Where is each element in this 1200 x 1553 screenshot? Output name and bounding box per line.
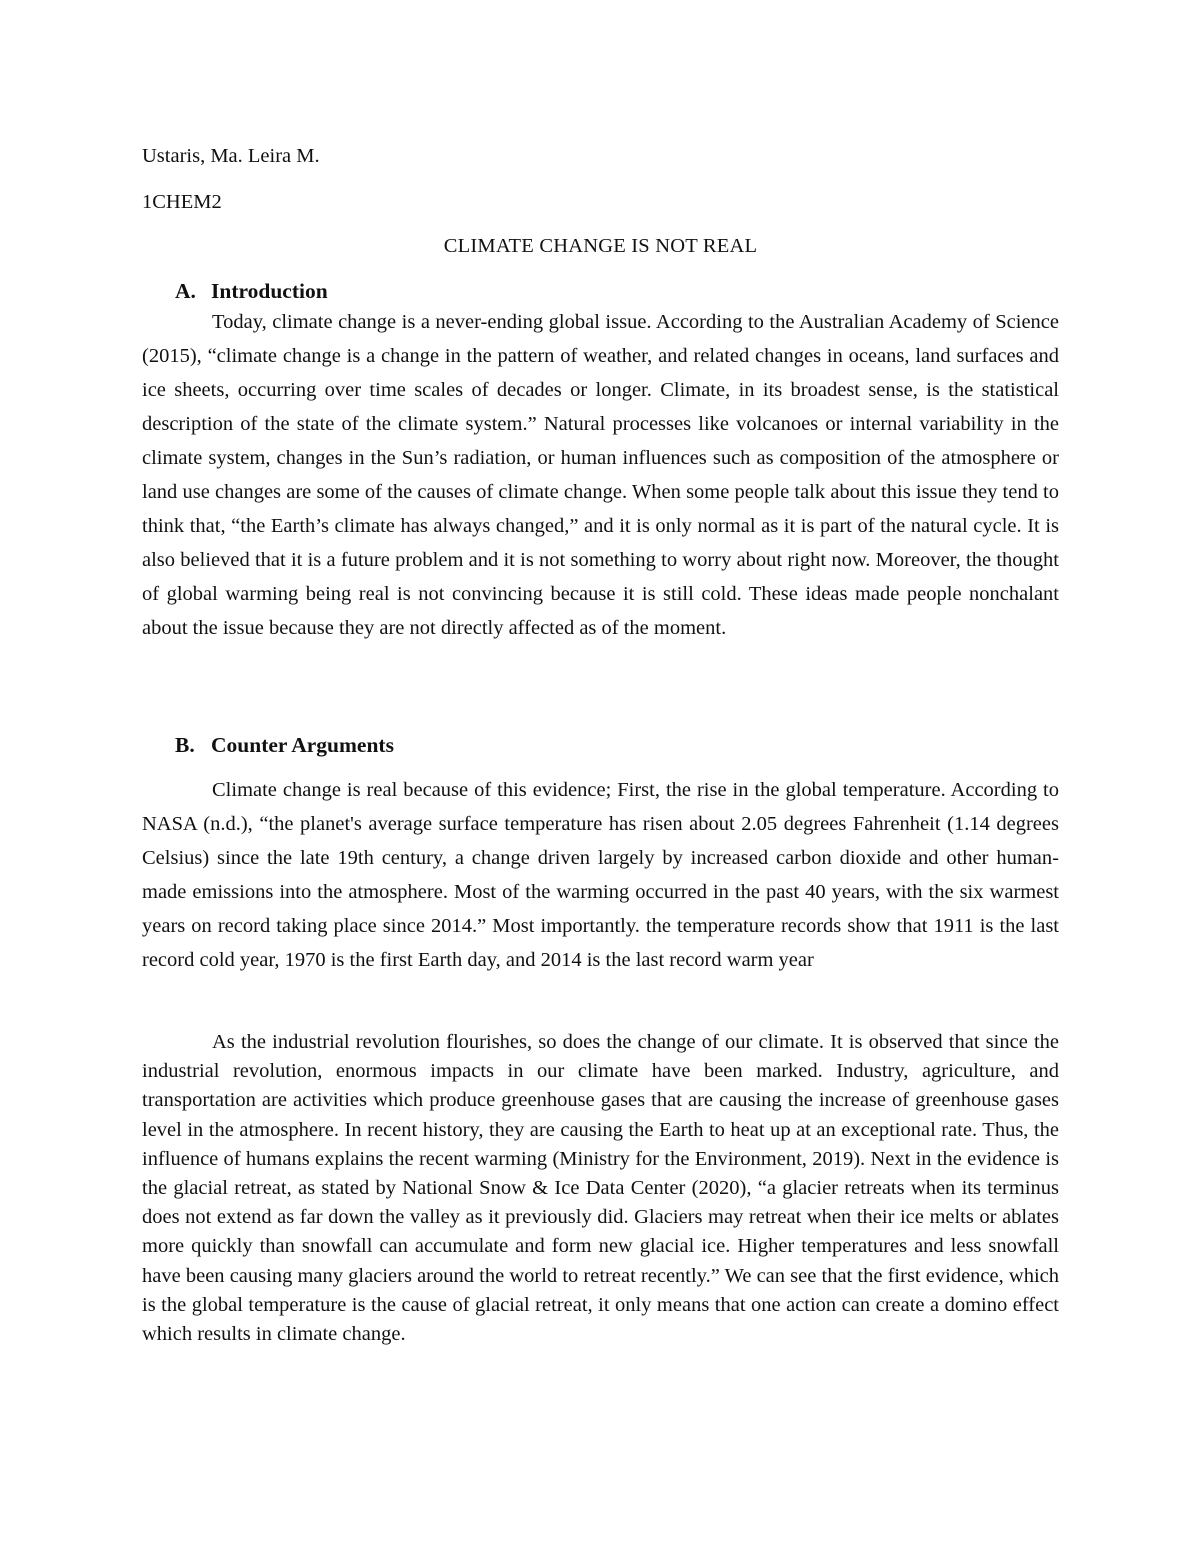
- counter-arguments-paragraph-2: As the industrial revolution flourishes, so does the change of our climate. It is observed that since the industrial revolution, enormous impacts in our climate have been marked. Industry, agriculture, and transportation are activities which produce greenhouse gases that are causing the increase of greenhouse gases level in the atmosphere. In recent history, they are causing the Earth to heat up at an exceptional rate. Thus, the influence of humans explains the recent warming (Ministry for the Environment, 2019). Next in the evidence is the glacial retreat, as stated by National Snow & Ice Data Center (2020), “a glacier retreats when its terminus does not extend as far down the valley as it previously did. Glaciers may retreat when their ice melts or ablates more quickly than snowfall can accumulate and form new glacial ice. Higher temperatures and less snowfall have been causing many glaciers around the world to retreat recently.” We can see that the first evidence, which is the global temperature is the cause of glacial retreat, it only means that one action can create a domino effect which results in climate change.: [142, 1031, 1059, 1346]
- document-title: CLIMATE CHANGE IS NOT REAL: [443, 235, 758, 257]
- introduction-paragraph: Today, climate change is a never-ending global issue. According to the Australian Academy of Science (2015), “climate change is a change in the pattern of weather, and related changes in oceans, land surfaces and ice sheets, occurring over time scales of decades or longer. Climate, in its broadest sense, is the statistical description of the state of the climate system.” Natural processes like volcanoes or internal variability in the climate system, changes in the Sun’s radiation, or human influences such as composition of the atmosphere or land use changes are some of the causes of climate change. When some people talk about this issue they tend to think that, “the Earth’s climate has always changed,” and it is only normal as it is part of the natural cycle. It is also believed that it is a future problem and it is not something to worry about right now. Moreover, the thought of global warming being real is not convincing because it is still cold. These ideas made people nonchalant about the issue because they are not directly affected as of the moment.: [142, 311, 1059, 639]
- section-letter: B.: [175, 733, 195, 757]
- section-title: Introduction: [211, 279, 328, 303]
- counter-arguments-paragraph-1: Climate change is real because of this evidence; First, the rise in the global temperature. According to NASA (n.d.), “the planet's average surface temperature has risen about 2.05 degrees Fahrenheit (1.14 degrees Celsius) since the late 19th century, a change driven largely by increased carbon dioxide and other human-made emissions into the atmosphere. Most of the warming occurred in the past 40 years, with the six warmest years on record taking place since 2014.” Most importantly. the temperature records show that 1911 is the last record cold year, 1970 is the first Earth day, and 2014 is the last record warm year: [142, 779, 1059, 971]
- section-heading-introduction: [175, 281, 328, 303]
- section-title: Counter Arguments: [211, 733, 394, 757]
- course-code: 1CHEM2: [142, 191, 222, 213]
- section-letter: A.: [175, 279, 196, 303]
- author-name: Ustaris, Ma. Leira M.: [142, 145, 320, 167]
- section-heading-counter-arguments: [175, 735, 394, 757]
